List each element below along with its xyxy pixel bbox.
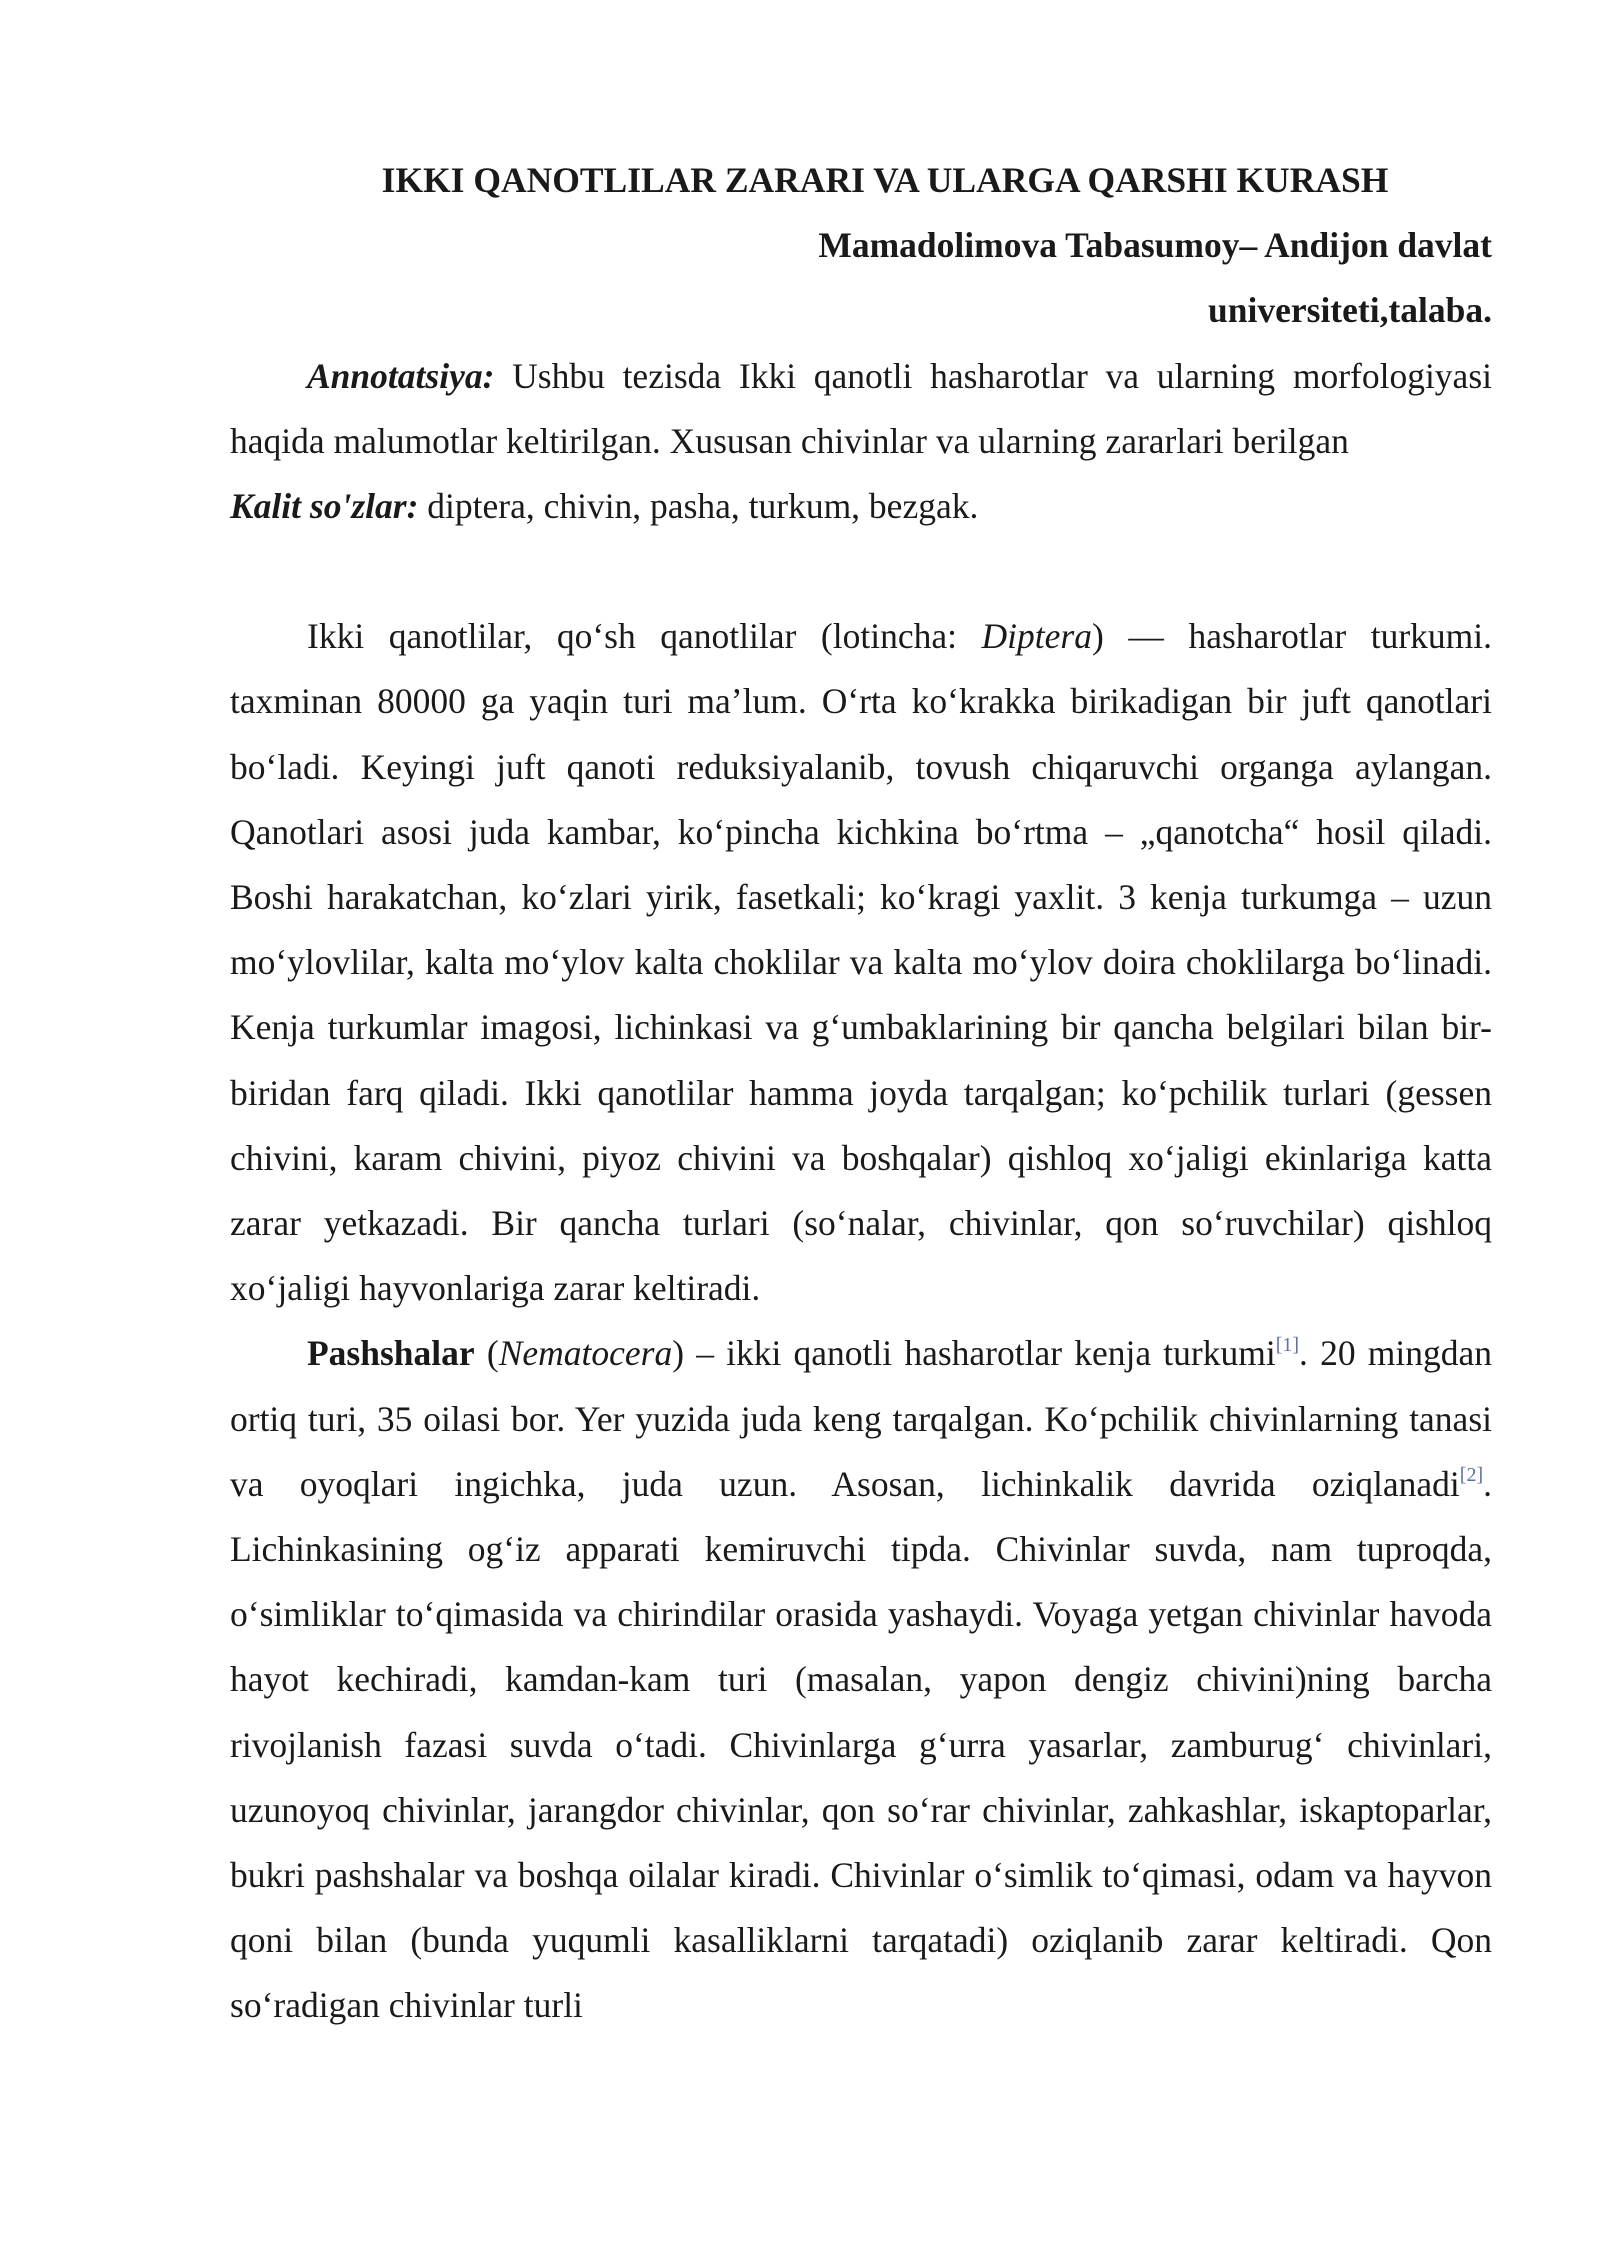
keywords-paragraph [230, 474, 1492, 539]
pashshalar-text-3: . Lichinkasining ogʻiz apparati kemiruvchi tipda. Chivinlar suvda, nam tuproqda, oʻsimliklar toʻqimasida va chirindilar orasida yashaydi. Voyaga yetgan chivinlar havoda hayot kechiradi, kamdan-kam turi (masalan, yapon dengiz chivini)ning barcha rivojlanish fazasi suvda oʻtadi. Chivinlarga gʻurra yasarlar, zamburugʻ chivinlari, uzunoyoq chivinlar, jarangdor chivinlar, qon soʻrar chivinlar, zahkashlar, iskaptoparlar, bukri pashshalar va boshqa oilalar kiradi. Chivinlar oʻsimlik toʻqimasi, odam va hayvon qoni bilan (bunda yuqumli kasalliklarni tarqatadi) oziqlanib zarar keltiradi. Qon soʻradigan chivinlar turli [230, 1463, 1492, 2026]
diptera-paragraph [230, 604, 1492, 1321]
annotation-paragraph [230, 344, 1492, 474]
blank-line [230, 539, 1492, 604]
author-affiliation-line-1: Mamadolimova Tabasumoy– Andijon davlat [818, 225, 1492, 266]
pashshalar-open-paren: ( [474, 1333, 499, 1374]
pashshalar-text-1: ) – ikki qanotli hasharotlar kenja turkumi [672, 1333, 1276, 1374]
pashshalar-text-2: . 20 mingdan ortiq turi, 35 oilasi bor. Yer yuzida juda keng tarqalgan. Koʻpchilik chivinlarning tanasi va oyoqlari ingichka, juda uzun. Asosan, lichinkalik davrida oziqlanadi [230, 1333, 1493, 1504]
footnote-ref-1[interactable] [1276, 1334, 1299, 1356]
footnote-link-1[interactable]: [1] [1275, 1333, 1300, 1356]
document-title: IKKI QANOTLILAR ZARARI VA ULARGA QARSHI KURASH [381, 160, 1389, 200]
keywords-label: Kalit so'zlar: [230, 486, 419, 527]
footnote-link-2[interactable]: [2] [1459, 1464, 1484, 1487]
nematocera-latin-name: Nematocera [498, 1333, 673, 1374]
pashshalar-term: Pashshalar [307, 1333, 475, 1374]
author-affiliation-line-2: universiteti,talaba. [1208, 290, 1492, 331]
annotation-text: Ushbu tezisda Ikki qanotli hasharotlar va ularning morfologiyasi haqida malumotlar keltirilgan. Xususan chivinlar va ularning zararlari berilgan [230, 355, 1492, 461]
keywords-text: diptera, chivin, pasha, turkum, bezgak. [418, 486, 979, 527]
diptera-text-rest: ) — hasharotlar turkumi. taxminan 80000 ga yaqin turi maʼlum. Oʻrta koʻkrakka birikadigan bir juft qanotlari boʻladi. Keyingi juft qanoti reduksiyalanib, tovush chiqaruvchi organga aylangan. Qanotlari asosi juda kambar, koʻpincha kichkina boʻrtma – „qanotcha“ hosil qiladi. Boshi harakatchan, koʻzlari yirik, fasetkali; koʻkragi yaxlit. 3 kenja turkumga – uzun moʻylovlilar, kalta moʻylov kalta choklilar va kalta moʻylov doira choklilarga boʻlinadi. Kenja turkumlar imagosi, lichinkasi va gʻumbaklarining bir qancha belgilari bilan bir-biridan farq qiladi. Ikki qanotlilar hamma joyda tarqalgan; koʻpchilik turlari (gessen chivini, karam chivini, piyoz chivini va boshqalar) qishloq xoʻjaligi ekinlariga katta zarar yetkazadi. Bir qancha turlari (soʻnalar, chivinlar, qon soʻruvchilar) qishloq xoʻjaligi hayvonlariga zarar keltiradi. [230, 616, 1493, 1309]
footnote-ref-2[interactable] [1460, 1464, 1483, 1486]
diptera-text-start: Ikki qanotlilar, qoʻsh qanotlilar (lotincha: [307, 616, 982, 657]
document-body [230, 148, 1492, 2039]
pashshalar-paragraph [230, 1321, 1492, 2038]
diptera-latin-name: Diptera [981, 616, 1092, 657]
annotation-label: Annotatsiya: [307, 355, 495, 396]
